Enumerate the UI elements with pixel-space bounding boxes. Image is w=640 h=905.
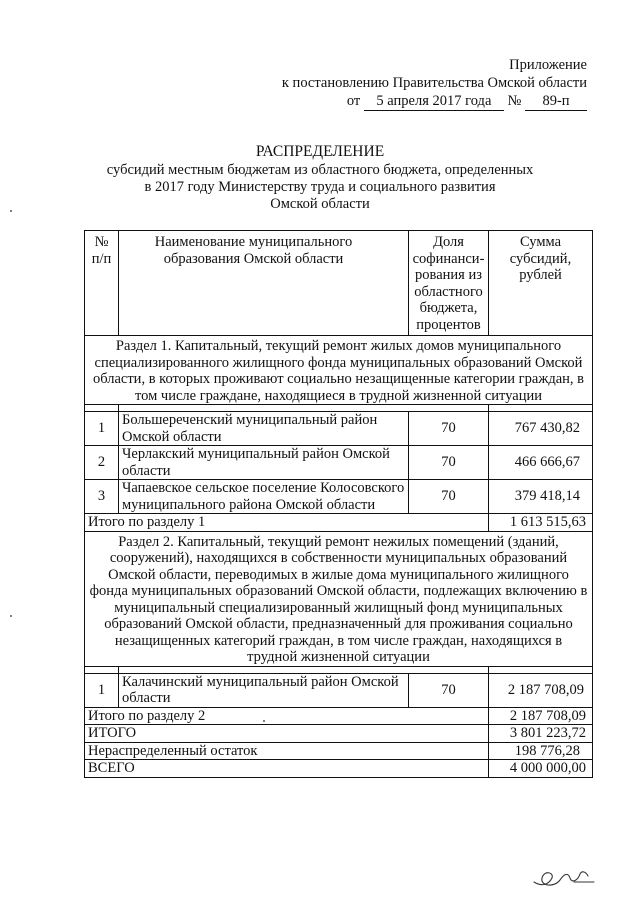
header-num: № п/п xyxy=(85,231,119,336)
grand-total-row xyxy=(85,725,593,743)
section-2-total: 2 187 708,09 xyxy=(489,707,593,725)
row-sum: 767 430,82 xyxy=(489,412,593,446)
document-heading xyxy=(0,143,640,213)
row-name: Калачинский муниципальный район Омской области xyxy=(119,673,409,707)
section-2-title: Раздел 2. Капитальный, текущий ремонт нежилых помещений (зданий, сооружений), находящихся в собственности муниципальных образований Омской области, переводимых в жилые дома муниципального жилищного фонда муниципальных образований Омской области, подлежащих включению в муниципальный специализированный жилищный фонд муниципальных образований Омской области, предназначенный для проживания социально незащищенных категорий граждан, в том числе граждан, находящихся в трудной жизненной ситуации xyxy=(85,531,593,666)
remainder: 198 776,28 xyxy=(489,742,593,760)
annex-resolution: к постановлению Правительства Омской области xyxy=(281,75,587,91)
section-2-total-label: Итого по разделу 2 xyxy=(85,707,489,725)
row-num: 1 xyxy=(85,673,119,707)
header-sum: Сумма субсидий, рублей xyxy=(489,231,593,336)
remainder-row xyxy=(85,742,593,760)
row-num: 2 xyxy=(85,446,119,480)
header-name: Наименование муниципального образования Омской области xyxy=(119,231,409,336)
section-1-total-label: Итого по разделу 1 xyxy=(85,514,489,532)
row-name: Большереченский муниципальный район Омской области xyxy=(119,412,409,446)
annex-from-label: от xyxy=(346,93,361,109)
section-1-title: Раздел 1. Капитальный, текущий ремонт жилых домов муниципального специализированного жилищного фонда муниципальных образований Омской области, в которых проживают социально незащищенные категории граждан, в том числе граждане, находящиеся в трудной жизненной ситуации xyxy=(85,336,593,405)
header-share: Доля софинанси-рования из областного бюджета, процентов xyxy=(409,231,489,336)
row-num: 1 xyxy=(85,412,119,446)
table-row xyxy=(85,480,593,514)
document-title: РАСПРЕДЕЛЕНИЕ xyxy=(255,143,385,160)
annex-date-line xyxy=(282,92,587,111)
row-share: 70 xyxy=(409,480,489,514)
section-1-title-row xyxy=(85,336,593,405)
row-share: 70 xyxy=(409,412,489,446)
subsidy-table xyxy=(84,230,593,778)
section-1-total-row xyxy=(85,514,593,532)
all-total: 4 000 000,00 xyxy=(489,760,593,778)
section-1-total: 1 613 515,63 xyxy=(489,514,593,532)
section-2-title-row xyxy=(85,531,593,666)
row-sum: 379 418,14 xyxy=(489,480,593,514)
scan-speck xyxy=(263,720,265,722)
row-name: Черлакский муниципальный район Омской области xyxy=(119,446,409,480)
table-header-row xyxy=(85,231,593,336)
section-2-total-row xyxy=(85,707,593,725)
document-subtitle-3: Омской области xyxy=(270,196,370,212)
annex-number: 89-п xyxy=(525,92,587,111)
scan-speck xyxy=(10,615,12,617)
row-sum: 2 187 708,09 xyxy=(489,673,593,707)
document-subtitle-1: субсидий местным бюджетам из областного бюджета, определенных xyxy=(106,162,534,178)
annex-title: Приложение xyxy=(509,57,587,73)
all-total-label: ВСЕГО xyxy=(85,760,489,778)
row-share: 70 xyxy=(409,673,489,707)
all-total-row xyxy=(85,760,593,778)
row-share: 70 xyxy=(409,446,489,480)
annex-block xyxy=(282,56,587,111)
row-sum: 466 666,67 xyxy=(489,446,593,480)
scan-speck xyxy=(10,210,12,212)
section-2-gap xyxy=(85,666,593,673)
row-num: 3 xyxy=(85,480,119,514)
annex-date: 5 апреля 2017 года xyxy=(364,92,504,111)
section-1-gap xyxy=(85,405,593,412)
row-name: Чапаевское сельское поселение Колосовского муниципального района Омской области xyxy=(119,480,409,514)
grand-total-label: ИТОГО xyxy=(85,725,489,743)
grand-total: 3 801 223,72 xyxy=(489,725,593,743)
table-row xyxy=(85,446,593,480)
remainder-label: Нераспределенный остаток xyxy=(85,742,489,760)
table-row xyxy=(85,412,593,446)
table-row xyxy=(85,673,593,707)
annex-number-label: № xyxy=(507,93,522,109)
document-subtitle-2: в 2017 году Министерству труда и социального развития xyxy=(144,179,496,195)
signature-scribble-icon xyxy=(530,856,600,892)
